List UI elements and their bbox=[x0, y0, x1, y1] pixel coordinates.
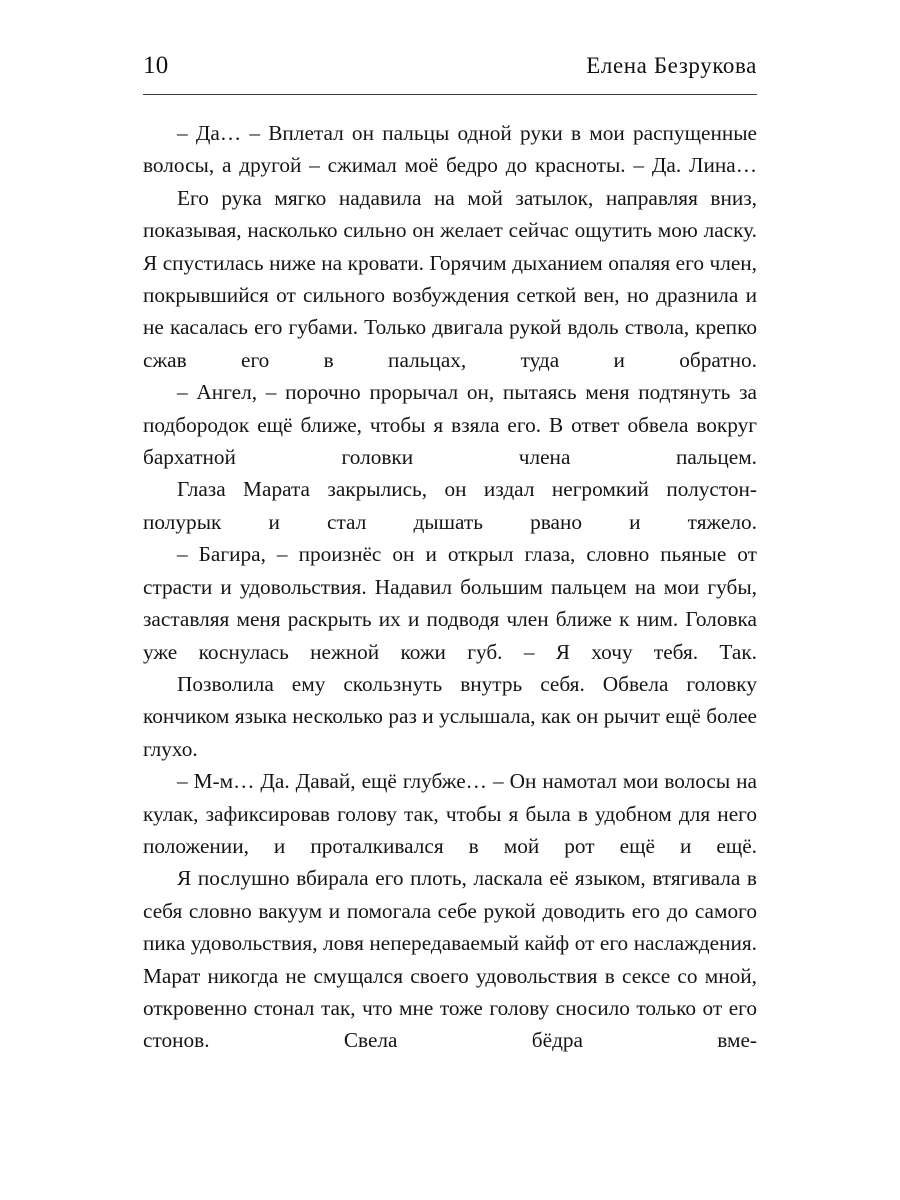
paragraph: – Багира, – произнёс он и открыл глаза, словно пьяные от страсти и удовольствия. Надавил большим пальцем на мои губы, заставляя меня раскрыть их и подводя член ближе к ним. Головка уже коснулась нежной кожи губ. – Я хочу тебя. Так. bbox=[143, 542, 757, 664]
page-header bbox=[143, 52, 757, 86]
paragraph: – Ангел, – порочно прорычал он, пытаясь меня подтянуть за подбородок ещё ближе, чтобы я взяла его. В ответ обвела вокруг бархатной головки члена пальцем. bbox=[143, 380, 757, 470]
page-number: 10 bbox=[143, 52, 169, 79]
paragraph: Его рука мягко надавила на мой затылок, направляя вниз, показывая, насколько сильно он желает сейчас ощутить мою ласку. Я спустилась ниже на кровати. Горячим дыханием опаляя его член, покрывшийся от сильного возбуждения сеткой вен, но дразнила и не касалась его губами. Только двигала рукой вдоль ствола, крепко сжав его в пальцах, туда и обратно. bbox=[143, 185, 757, 372]
paragraph: – Да… – Вплетал он пальцы одной руки в мои распущенные волосы, а другой – сжимал моё бедро до красноты. – Да. Лина… bbox=[143, 121, 757, 178]
header-divider bbox=[143, 94, 757, 95]
page-body bbox=[143, 117, 757, 1057]
paragraph: Глаза Марата закрылись, он издал негромкий полустон-полурык и стал дышать рвано и тяжело. bbox=[143, 477, 757, 534]
paragraph: Позволила ему скользнуть внутрь себя. Обвела головку кончиком языка несколько раз и услышала, как он рычит ещё более глухо. bbox=[143, 671, 757, 761]
header-author-name: Елена Безрукова bbox=[586, 53, 757, 78]
paragraph: Я послушно вбирала его плоть, ласкала её языком, втягивала в себя словно вакуум и помогала себе рукой доводить его до самого пика удовольствия, ловя непередаваемый кайф от его наслаждения. Марат никогда не смущался своего удовольствия в сексе со мной, откровенно стонал так, что мне тоже голову сносило только от его стонов. Свела бёдра вме- bbox=[143, 866, 757, 1053]
paragraph: – М-м… Да. Давай, ещё глубже… – Он намотал мои волосы на кулак, зафиксировав голову так, чтобы я была в удобном для него положении, и проталкивался в мой рот ещё и ещё. bbox=[143, 769, 757, 858]
